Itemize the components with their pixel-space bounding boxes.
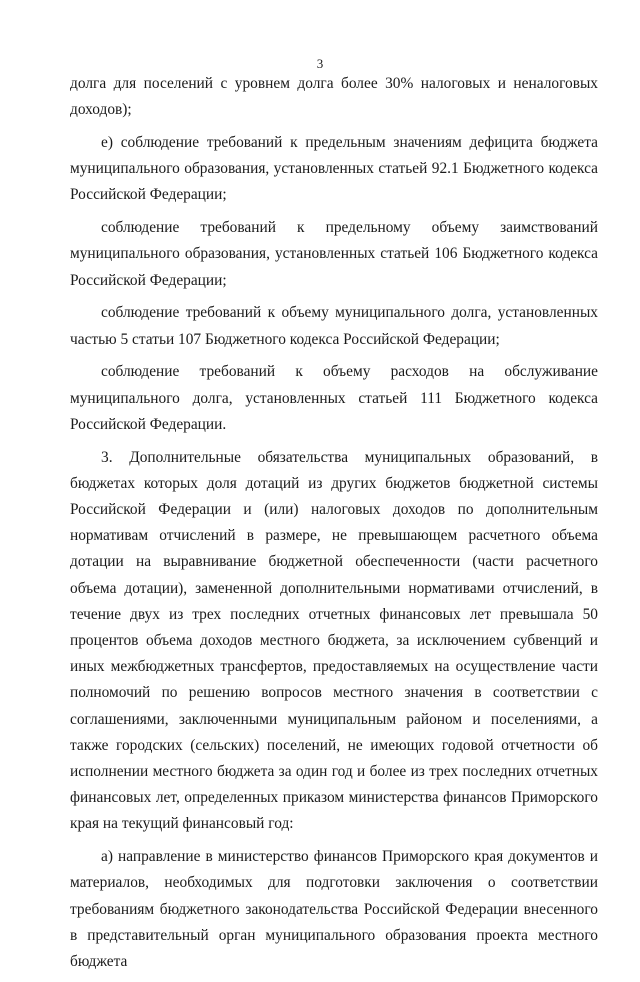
paragraph-municipal-debt: соблюдение требований к объему муниципального долга, установленных частью 5 статьи 107 Бюджетного кодекса Российской Федерации; xyxy=(70,304,598,348)
page-number: 3 xyxy=(316,56,324,71)
paragraph-section-3: 3. Дополнительные обязательства муниципальных образований, в бюджетах которых доля дотаций из других бюджетов бюджетной системы Российской Федерации и (или) налоговых доходов по дополнительным нормативам отчислений в размере, не превышающем расчетного объема дотации на выравнивание бюджетной обеспеченности (части расчетного объема дотации), замененной дополнительными нормативами отчислений, в течение двух из трех последних отчетных финансовых лет превышала 50 процентов объема доходов местного бюджета, за исключением субвенций и иных межбюджетных трансфертов, предоставляемых на осуществление части полномочий по решению вопросов местного значения в соответствии с соглашениями, заключенными муниципальным районом и поселениями, а также городских (сельских) поселений, не имеющих годовой отчетности об исполнении местного бюджета за один год и более из трех последних отчетных финансовых лет, определенных приказом министерства финансов Приморского края на текущий финансовый год: xyxy=(70,448,598,833)
paragraph-item-e: е) соблюдение требований к предельным значениям дефицита бюджета муниципального образования, установленных статьей 92.1 Бюджетного кодекса Российской Федерации; xyxy=(70,134,598,204)
paragraph-item-a: а) направление в министерство финансов Приморского края документов и материалов, необходимых для подготовки заключения о соответствии требованиям бюджетного законодательства Российской Федерации внесенного в представительный орган муниципального образования проекта местного бюджета xyxy=(70,848,598,971)
paragraph-continuation: долга для поселений с уровнем долга более 30% налоговых и неналоговых доходов); xyxy=(70,75,598,119)
document-body xyxy=(70,71,598,982)
paragraph-debt-service: соблюдение требований к объему расходов на обслуживание муниципального долга, установленных статьей 111 Бюджетного кодекса Российской Федерации. xyxy=(70,363,598,433)
paragraph-borrowing-limit: соблюдение требований к предельному объему заимствований муниципального образования, установленных статьей 106 Бюджетного кодекса Российской Федерации; xyxy=(70,219,598,289)
